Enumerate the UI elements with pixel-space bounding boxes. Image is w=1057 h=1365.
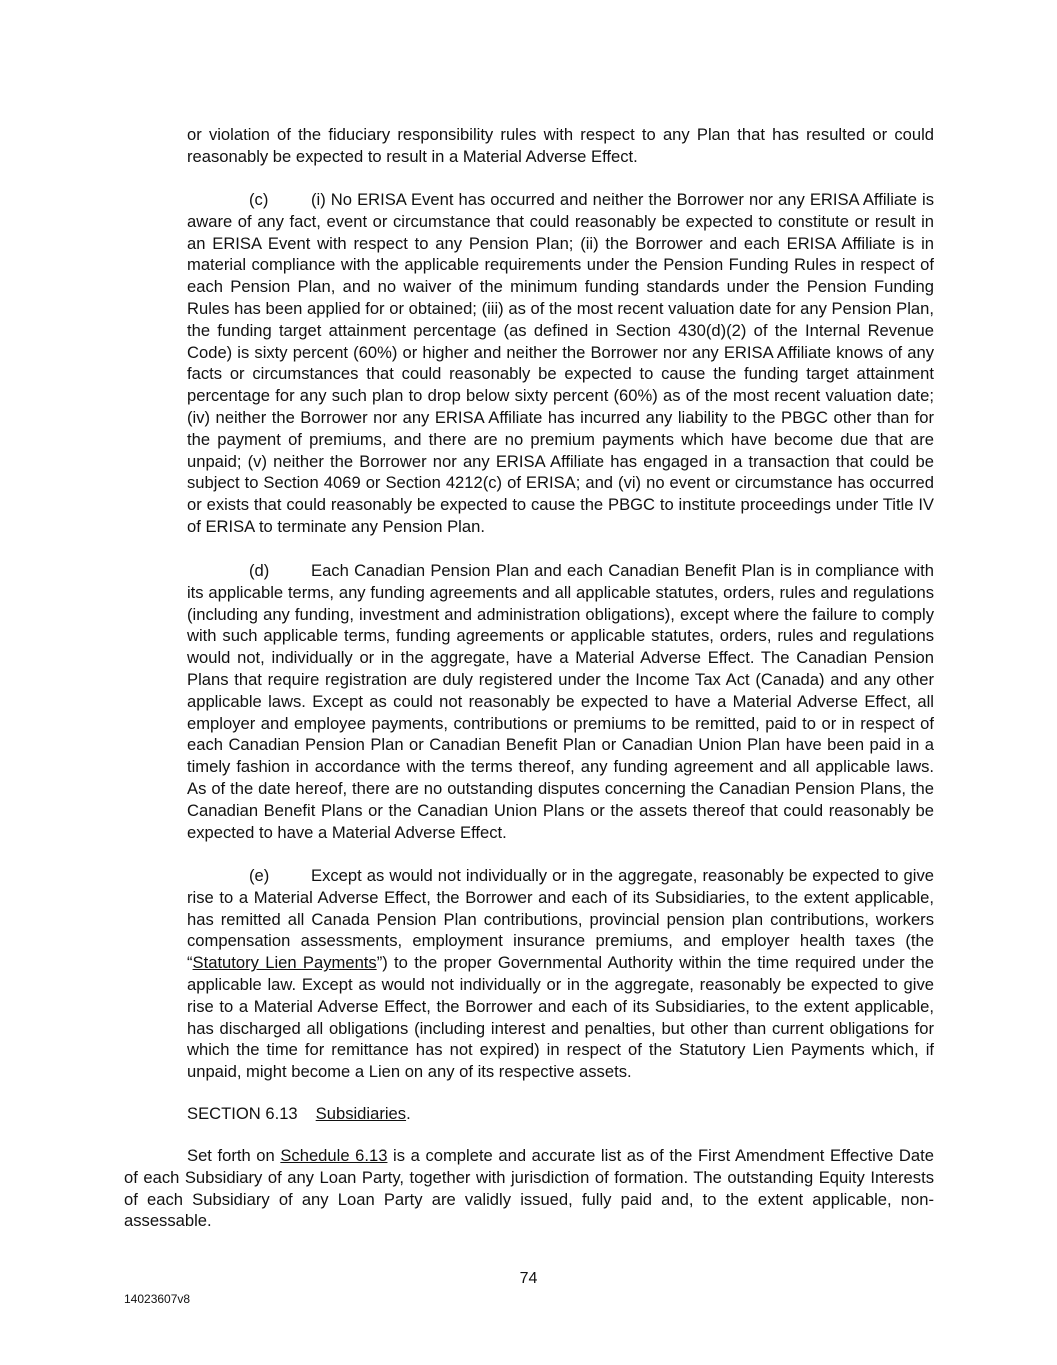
paragraph-e	[187, 865, 934, 1083]
document-id: 14023607v8	[124, 1292, 191, 1306]
paragraph-d-text: Each Canadian Pension Plan and each Canadian Benefit Plan is in compliance with its applicable terms, any funding agreements and all applicable statutes, orders, rules and regulations (including any funding, investment and administration obligations), except where the failure to comply with such applicable terms, funding agreements or applicable statutes, orders, rules and regulations would not, individually or in the aggregate, have a Material Adverse Effect. The Canadian Pension Plans that require registration are duly registered under the Income Tax Act (Canada) and any other applicable laws. Except as could not reasonably be expected to have a Material Adverse Effect, all employer and employee payments, contributions or premiums to be remitted, paid to or in respect of each Canadian Pension Plan or Canadian Benefit Plan or Canadian Union Plan have been paid in a timely fashion in accordance with the terms thereof, any funding agreement and all applicable laws. As of the date hereof, there are no outstanding disputes concerning the Canadian Pension Plans, the Canadian Benefit Plans or the Canadian Union Plans or the assets thereof that could reasonably be expected to have a Material Adverse Effect.	[187, 561, 934, 842]
paragraph-e-label: (e)	[249, 866, 270, 885]
paragraph-d-label: (d)	[249, 561, 270, 580]
section-title: Subsidiaries	[315, 1104, 407, 1123]
section-number: SECTION 6.13	[187, 1104, 298, 1123]
section-title-suffix: .	[406, 1104, 411, 1123]
paragraph-subsidiaries	[124, 1145, 934, 1232]
section-heading	[187, 1103, 411, 1125]
page-number: 74	[519, 1270, 538, 1287]
paragraph-subsidiaries-text-after: is a complete and accurate list as of the First Amendment Effective Date of each Subsidiary of any Loan Party, together with jurisdiction of formation. The outstanding Equity Interests of each Subsidiary of any Loan Party are validly issued, fully paid and, to the extent applicable, non-assessable.	[124, 1146, 934, 1231]
paragraph-d	[187, 560, 934, 843]
paragraph-subsidiaries-text-before: Set forth on	[187, 1146, 281, 1165]
schedule-reference: Schedule 6.13	[280, 1146, 388, 1165]
paragraph-c	[187, 189, 934, 538]
paragraph-intro: or violation of the fiduciary responsibility rules with respect to any Plan that has resulted or could reasonably be expected to result in a Material Adverse Effect.	[187, 125, 934, 166]
paragraph-e-text-after: ”) to the proper Governmental Authority within the time required under the applicable law. Except as would not individually or in the aggregate, reasonably be expected to give rise to a Material Adverse Effect, the Borrower and each of its Subsidiaries, to the extent applicable, has discharged all obligations (including interest and penalties, but other than current obligations for which the time for remittance has not expired) in respect of the Statutory Lien Payments which, if unpaid, might become a Lien on any of its respective assets.	[187, 953, 934, 1082]
paragraph-c-label: (c)	[249, 190, 269, 209]
defined-term-statutory-lien-payments: Statutory Lien Payments	[192, 953, 377, 973]
paragraph-c-text: (i) No ERISA Event has occurred and neither the Borrower nor any ERISA Affiliate is aware of any fact, event or circumstance that could reasonably be expected to constitute or result in an ERISA Event with respect to any Pension Plan; (ii) the Borrower and each ERISA Affiliate is in material compliance with the applicable requirements under the Pension Funding Rules in respect of each Pension Plan, and no waiver of the minimum funding standards under the Pension Funding Rules has been applied for or obtained; (iii) as of the most recent valuation date for any Pension Plan, the funding target attainment percentage (as defined in Section 430(d)(2) of the Internal Revenue Code) is sixty percent (60%) or higher and neither the Borrower nor any ERISA Affiliate knows of any facts or circumstances that could reasonably be expected to cause the funding target attainment percentage for any such plan to drop below sixty percent (60%) as of the most recent valuation date; (iv) neither the Borrower nor any ERISA Affiliate has incurred any liability to the PBGC other than for the payment of premiums, and there are no premium payments which have become due that are unpaid; (v) neither the Borrower nor any ERISA Affiliate has engaged in a transaction that could be subject to Section 4069 or Section 4212(c) of ERISA; and (vi) no event or circumstance has occurred or exists that could reasonably be expected to cause the PBGC to institute proceedings under Title IV of ERISA to terminate any Pension Plan.	[187, 190, 934, 536]
paragraph-e-text-before: Except as would not individually or in the aggregate, reasonably be expected to give rise to a Material Adverse Effect, the Borrower and each of its Subsidiaries, to the extent applicable, has remitted all Canada Pension Plan contributions, provincial pension plan contributions, workers compensation assessments, employment insurance premiums, and employer health taxes (the “	[187, 866, 934, 973]
